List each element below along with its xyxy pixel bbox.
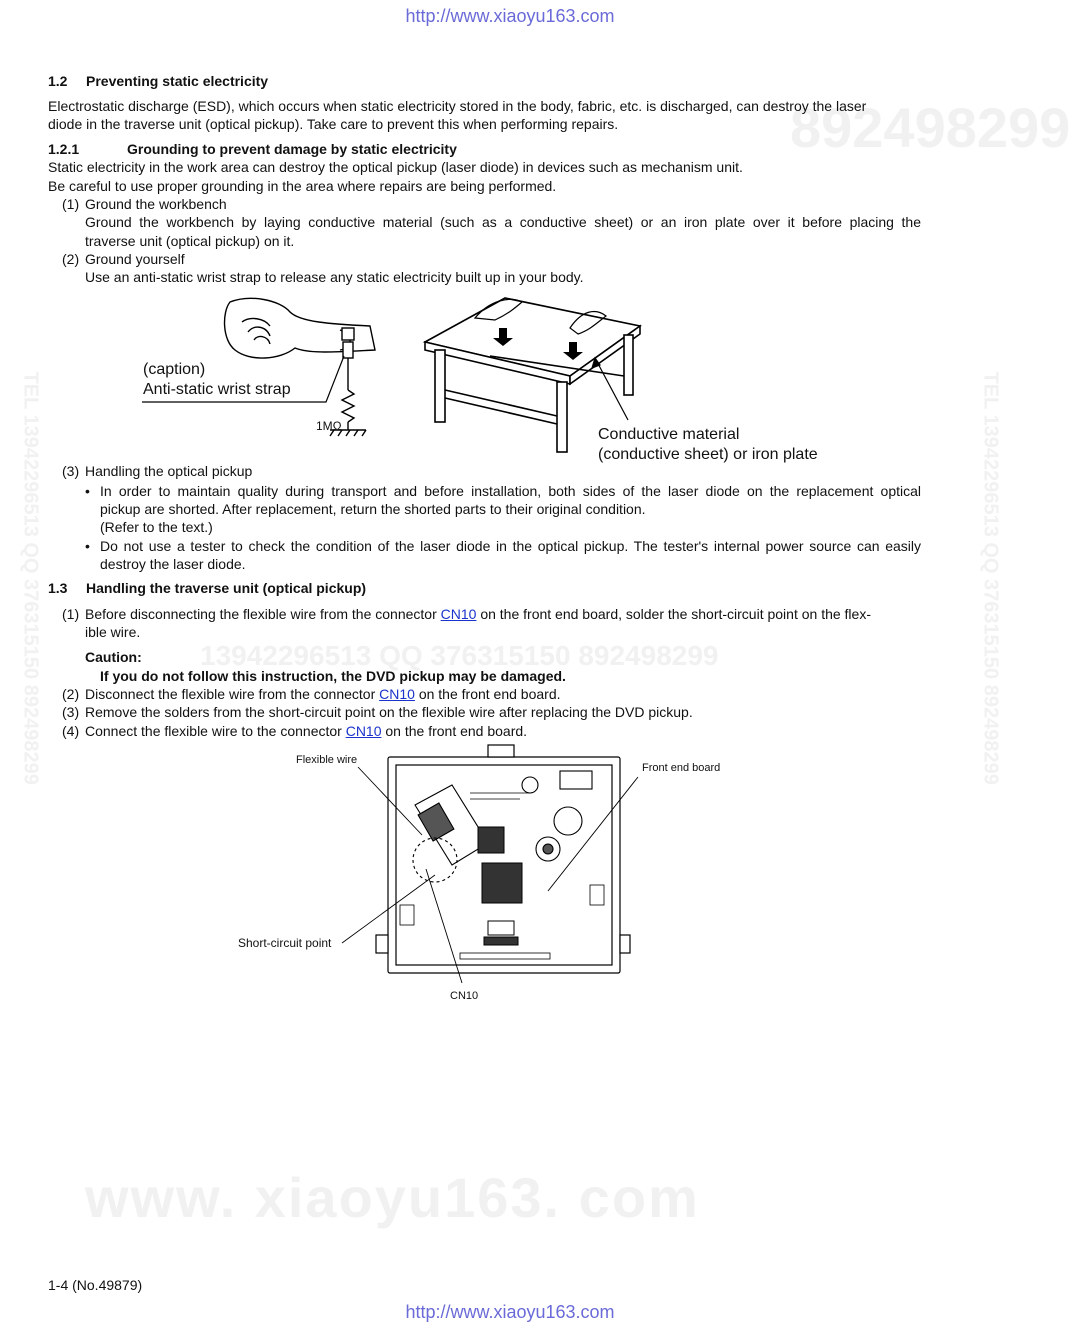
step2-number: (2) (62, 686, 80, 702)
section-1-2-1-heading (48, 141, 457, 157)
caution-label: Caution: (85, 649, 142, 665)
s121-line2: Be careful to use proper grounding in the area where repairs are being performed. (48, 178, 557, 194)
conductive-label-line1: Conductive material (598, 426, 740, 443)
step3-line: Remove the solders from the short-circuit point on the flexible wire after replacing the DVD pickup. (85, 704, 693, 720)
watermark-footer: www. xiaoyu163. com (85, 1166, 700, 1229)
step1-number: (1) (62, 606, 80, 622)
s121-line1: Static electricity in the work area can destroy the optical pickup (laser diode) in devices such as mechanism unit. (48, 159, 743, 175)
step4-number: (4) (62, 723, 80, 739)
s12-body-line2: diode in the traverse unit (optical pickup). Take care to prevent this when performing repairs. (48, 116, 619, 132)
wrist-strap-label: Anti-static wrist strap (143, 381, 291, 398)
step1-text-a: Before disconnecting the flexible wire from the connector (85, 606, 441, 622)
step4-text-a: Connect the flexible wire to the connector (85, 723, 346, 739)
step1-line1 (85, 605, 921, 624)
section-title: Handling the traverse unit (optical pickup) (86, 580, 367, 596)
cn10-label: CN10 (450, 990, 479, 1002)
resistor-label: 1MΩ (316, 419, 342, 433)
step4-text-b: on the front end board. (381, 723, 528, 739)
watermark-left-side: TEL 13942296513 QQ 376315150 892498299 (19, 371, 42, 785)
step2-text-b: on the front end board. (414, 686, 561, 702)
watermark-middle: 13942296513 QQ 376315150 892498299 (200, 640, 719, 671)
short-circuit-point-label: Short-circuit point (238, 936, 332, 950)
item1-body-line2: traverse unit (optical pickup) on it. (85, 233, 295, 249)
step1-text-b: on the front end board, solder the short-circuit point on the flex- (476, 606, 871, 622)
conductive-label-line2: (conductive sheet) or iron plate (598, 446, 818, 463)
section-title: Grounding to prevent damage by static electricity (127, 141, 457, 157)
bullet-1: • (85, 483, 90, 499)
item2-body: Use an anti-static wrist strap to release any static electricity built up in your body. (85, 269, 584, 285)
section-title: Preventing static electricity (86, 73, 269, 89)
cn10-link[interactable]: CN10 (345, 723, 382, 739)
bullet1-line1: In order to maintain quality during transport and before installation, both sides of the laser diode on the replacement optical (100, 483, 921, 499)
item3-title: Handling the optical pickup (85, 463, 253, 479)
header-url-link[interactable]: http://www.xiaoyu163.com (405, 6, 615, 26)
conductive-leader (592, 358, 628, 420)
front-end-board-label: Front end board (642, 762, 721, 774)
watermark-right-side: TEL 13942296513 QQ 376315150 892498299 (979, 371, 1002, 785)
bullet1-line2: pickup are shorted. After replacement, return the shorted parts to their original condition. (100, 501, 646, 517)
footer-url-link[interactable]: http://www.xiaoyu163.com (405, 1302, 615, 1322)
step3-number: (3) (62, 704, 80, 720)
bullet2-line2: destroy the laser diode. (100, 556, 246, 572)
step4-line (85, 722, 527, 741)
bullet-2: • (85, 538, 90, 554)
item1-title: Ground the workbench (85, 196, 227, 212)
cn10-link[interactable]: CN10 (379, 686, 415, 702)
grounding-figure (130, 290, 850, 465)
step2-line (85, 685, 561, 704)
item1-number: (1) (62, 196, 80, 212)
item3-number: (3) (62, 463, 80, 479)
section-1-3-heading (48, 580, 366, 596)
flexible-wire-label: Flexible wire (296, 754, 358, 766)
page-number: 1-4 (No.49879) (48, 1277, 143, 1293)
cn10-link[interactable]: CN10 (440, 606, 477, 622)
section-number: 1.3 (48, 580, 68, 596)
bullet2-line1: Do not use a tester to check the condition of the laser diode in the optical pickup. The tester's internal power source can easily (100, 538, 921, 554)
s12-body-line1: Electrostatic discharge (ESD), which occurs when static electricity stored in the body, fabric, etc. is discharged, can destroy the laser (48, 98, 867, 114)
step1-line2: ible wire. (85, 624, 141, 640)
watermark-number: 892498299 (790, 96, 1070, 159)
caution-text: If you do not follow this instruction, the DVD pickup may be damaged. (100, 668, 566, 684)
item2-number: (2) (62, 251, 80, 267)
step2-text-a: Disconnect the flexible wire from the connector (85, 686, 380, 702)
item1-body-line1: Ground the workbench by laying conductive material (such as a conductive sheet) or an iron plate over it before placing the (85, 214, 921, 230)
section-1-2-heading (48, 73, 268, 89)
bullet1-line3: (Refer to the text.) (100, 519, 213, 535)
section-number: 1.2 (48, 73, 68, 89)
figure-caption: (caption) (143, 361, 206, 378)
section-number: 1.2.1 (48, 141, 80, 157)
item2-title: Ground yourself (85, 251, 185, 267)
